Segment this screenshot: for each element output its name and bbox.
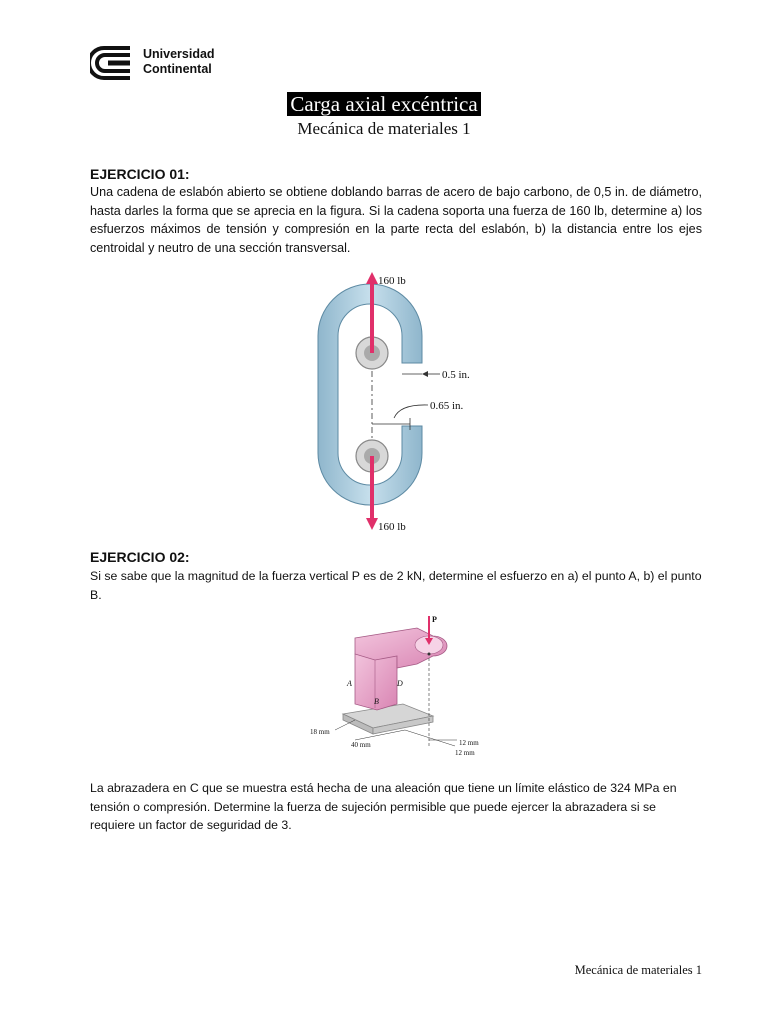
university-name [143, 47, 215, 77]
exercise-2-heading: EJERCICIO 02: [90, 549, 190, 565]
dim-12b-label: 12 mm [455, 749, 475, 757]
bracket-figure [305, 612, 505, 760]
title-wrapper [0, 92, 768, 116]
dim-18-label: 18 mm [310, 728, 330, 736]
dim-offset-label: 0.65 in. [430, 400, 464, 412]
exercise-2-text: Si se sabe que la magnitud de la fuerza vertical P es de 2 kN, determine el esfuerzo en a) el punto A, b) el punto B. [90, 569, 702, 602]
logo-line-1: Universidad [143, 47, 215, 61]
exercise-3-text: La abrazadera en C que se muestra está hecha de una aleación que tiene un límite elástico de 324 MPa en tensión o compresión. Determine la fuerza de sujeción permisible que puede ejercer la abrazadera si se requiere un factor de seguridad de 3. [90, 781, 677, 832]
force-bottom-label: 160 lb [378, 521, 406, 533]
page-subtitle: Mecánica de materiales 1 [297, 119, 471, 138]
dim-12a-label: 12 mm [459, 739, 479, 747]
page-footer: Mecánica de materiales 1 [574, 963, 702, 977]
point-a-label: A [347, 679, 352, 688]
dim-40-label: 40 mm [351, 741, 371, 749]
page-title: Carga axial excéntrica [287, 92, 480, 116]
exercise-1-text: Una cadena de eslabón abierto se obtiene doblando barras de acero de bajo carbono, de 0,5 in. de diámetro, hasta darles la forma que se aprecia en la figura. Si la cadena soporta una fuerza de 160 lb, determine a) los esfuerzos máximos de tensión y compresión en la parte recta del eslabón, b) la distancia entre los ejes centroidal y neutro de una sección transversal. [90, 185, 702, 255]
exercise-1-heading: EJERCICIO 01: [90, 166, 190, 182]
point-d-label: D [397, 679, 403, 688]
force-top-label: 160 lb [378, 275, 406, 287]
university-logo [90, 44, 230, 82]
force-p-label: P [432, 615, 437, 624]
logo-line-2: Continental [143, 62, 212, 76]
dim-diameter-label: 0.5 in. [442, 369, 470, 381]
point-b-label: B [374, 697, 379, 706]
chain-link-figure [310, 268, 510, 538]
university-logo-icon [90, 44, 134, 82]
